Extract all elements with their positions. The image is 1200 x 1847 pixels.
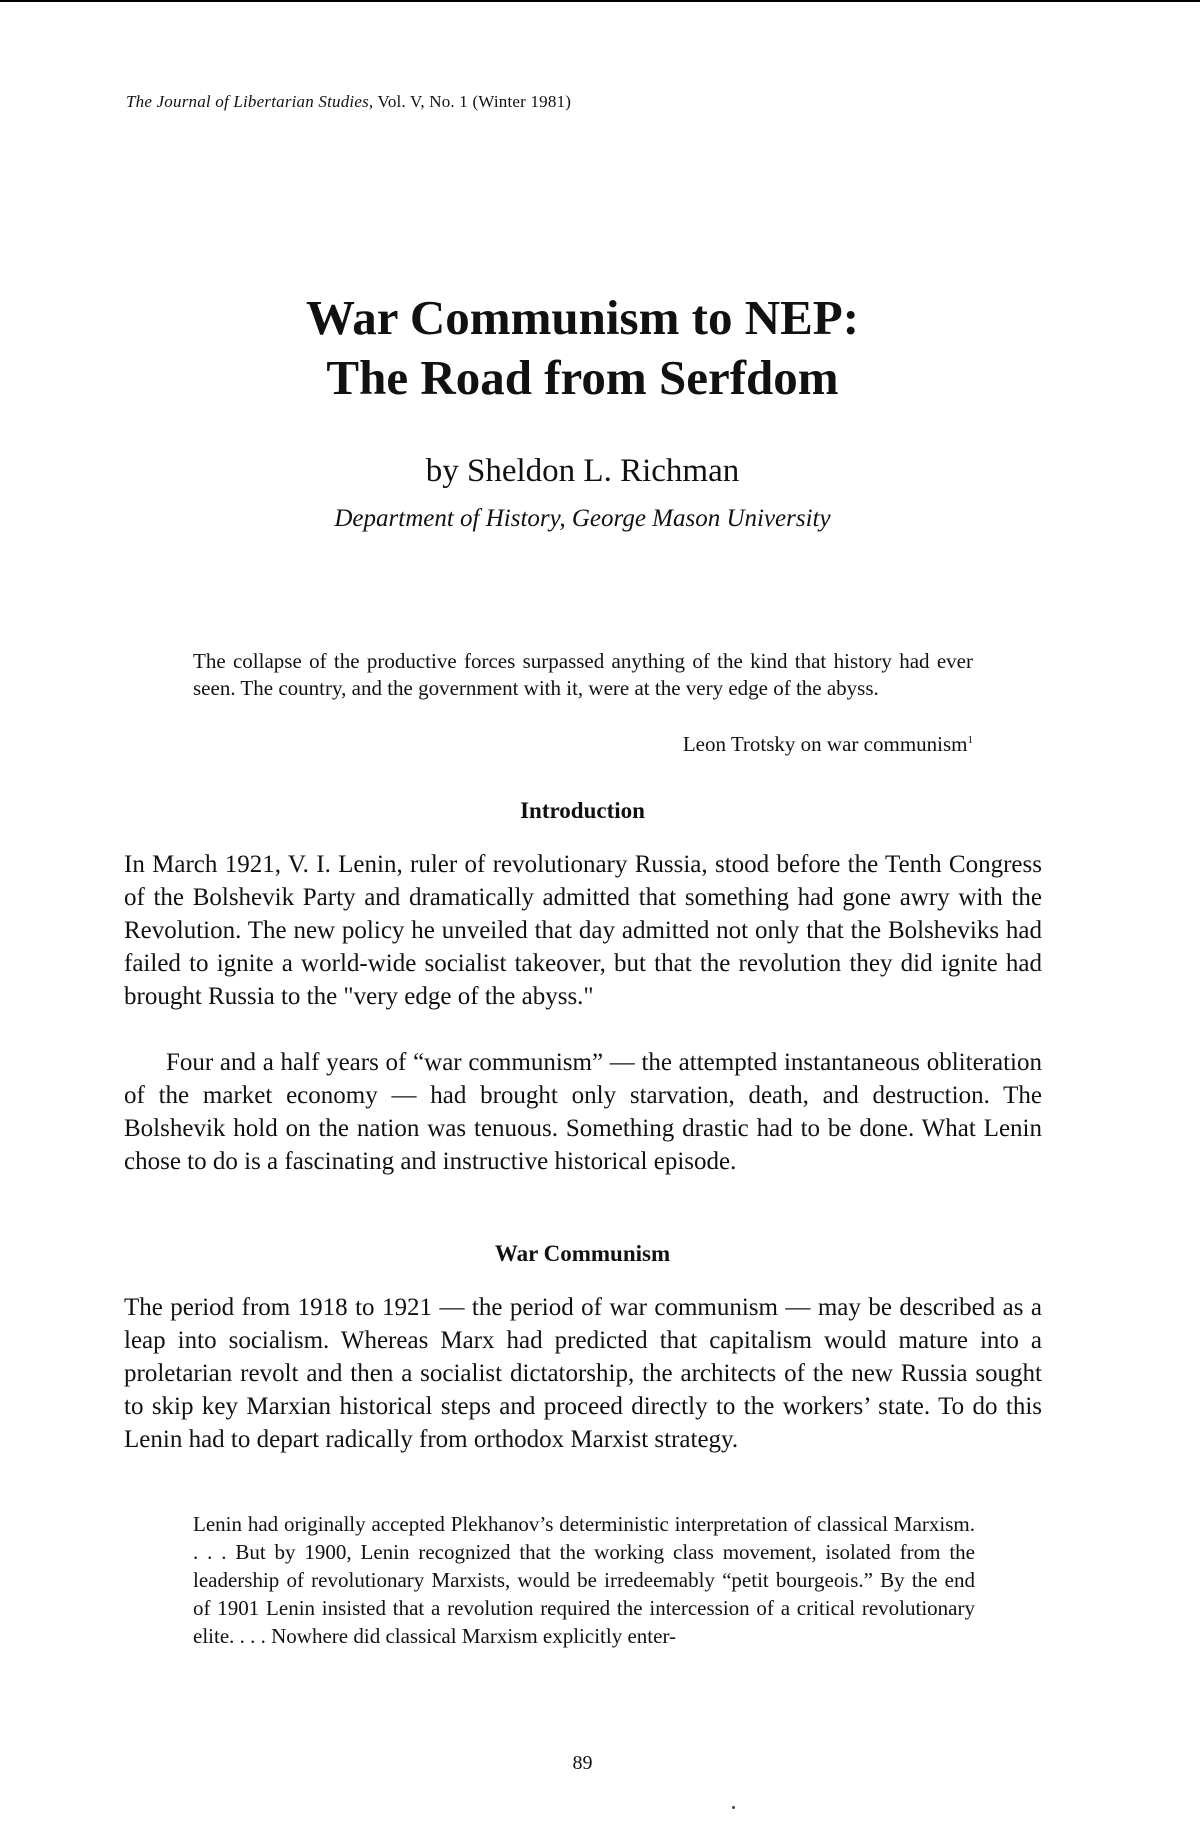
author-byline: by Sheldon L. Richman — [425, 453, 740, 489]
block-quote: Lenin had originally accepted Plekhanov’s deterministic interpretation of classical Marxism. . . . But by 1900, Lenin recognized that the working class movement, isolated from the leadership of revolutionary Marxists, would be irredeemably “petit bourgeois.” By the end of 1901 Lenin insisted that a revolution required the intercession of a critical revolutionary elite. . . . Nowhere did classical Marxism explicitly enter- — [193, 1512, 975, 1648]
epigraph-text: The collapse of the productive forces surpassed anything of the kind that history had ever seen. The country, and the government with it, were at the very edge of the abyss. — [193, 649, 973, 700]
body-paragraph-2: Four and a half years of “war communism” — the attempted instantaneous obliteration of the market economy — had brought only starvation, death, and destruction. The Bolshevik hold on the nation was tenuous. Something drastic had to be done. What Lenin chose to do is a fascinating and instructive historical episode. — [124, 1049, 1042, 1175]
title-line-1: War Communism to NEP: — [305, 290, 860, 345]
body-paragraph-1: In March 1921, V. I. Lenin, ruler of revolutionary Russia, stood before the Tenth Congress of the Bolshevik Party and dramatically admitted that something had gone awry with the Revolution. The new policy he unveiled that day admitted not only that the Bolsheviks had failed to ignite a world-wide socialist takeover, but that the revolution they did ignite had brought Russia to the "very edge of the abyss." — [124, 851, 1042, 1010]
title-line-2: The Road from Serfdom — [326, 350, 839, 405]
top-rule — [0, 0, 1200, 2]
article-title — [0, 288, 1165, 408]
body-paragraph-3: The period from 1918 to 1921 — the period of war communism — may be described as a leap into socialism. Whereas Marx had predicted that capitalism would mature into a proletarian revolt and then a socialist dictatorship, the architects of the new Russia sought to skip key Marxian historical steps and proceed directly to the workers’ state. To do this Lenin had to depart radically from orthodox Marxist strategy. — [124, 1294, 1042, 1453]
journal-issue: Vol. V, No. 1 (Winter 1981) — [377, 92, 572, 111]
section-heading-war-communism: War Communism — [494, 1241, 671, 1266]
scan-speck — [732, 1806, 735, 1809]
footnote-marker: 1 — [967, 734, 973, 746]
epigraph-attribution — [193, 732, 973, 757]
page-number: 89 — [572, 1752, 593, 1774]
epigraph-attribution-text: Leon Trotsky on war communism — [682, 732, 968, 756]
journal-name: The Journal of Libertarian Studies, — [126, 92, 374, 111]
author-affiliation: Department of History, George Mason University — [334, 505, 831, 532]
running-header — [126, 92, 571, 112]
section-heading-introduction: Introduction — [520, 798, 645, 823]
